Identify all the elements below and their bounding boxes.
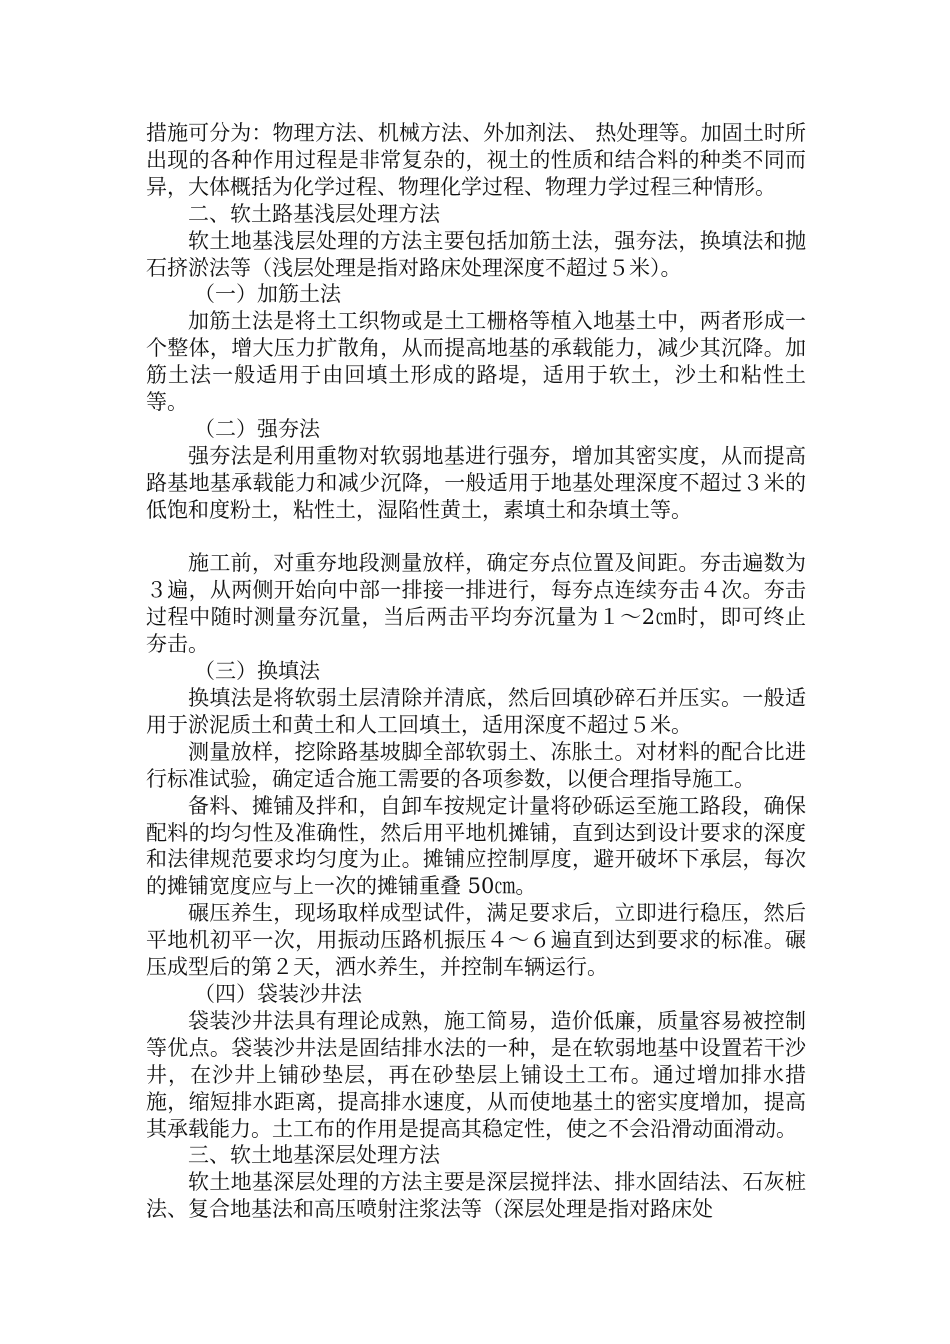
section-heading-shallow-treatment: 二、软土路基浅层处理方法 xyxy=(188,201,440,226)
document-page xyxy=(146,120,806,1223)
blank-line xyxy=(146,524,806,551)
subheading-replacement-fill: （三）换填法 xyxy=(194,659,320,684)
paragraph-material-spreading: 备料、摊铺及拌和，自卸车按规定计量将砂砾运至施工路段，确保配料的均匀性及准确性，然后用平地机摊铺，直到达到设计要求的深度和法律规范要求均匀度为止。摊铺应控制厚度，避开破坏下承层，每次的摊铺宽度应与上一次的摊铺重叠 50㎝。 xyxy=(146,793,806,899)
paragraph-rolling-curing: 碾压养生，现场取样成型试件，满足要求后，立即进行稳压，然后平地机初平一次，用振动压路机振压４～６遍直到达到要求的标准。碾压成型后的第２天，洒水养生，并控制车辆运行。 xyxy=(146,901,806,980)
paragraph-compaction-procedure: 施工前，对重夯地段测量放样，确定夯点位置及间距。夯击遍数为３遍，从两侧开始向中部一排接一排进行，每夯点连续夯击４次。夯击过程中随时测量夯沉量，当后两击平均夯沉量为１～2㎝时，即可终止夯击。 xyxy=(146,551,806,657)
paragraph-replacement-fill: 换填法是将软弱土层清除并清底，然后回填砂碎石并压实。一般适用于淤泥质土和黄土和人工回填土，适用深度不超过５米。 xyxy=(146,686,806,737)
paragraph-survey-staking: 测量放样，挖除路基坡脚全部软弱土、冻胀土。对材料的配合比进行标准试验，确定适合施工需要的各项参数，以便合理指导施工。 xyxy=(146,739,806,791)
paragraph-dynamic-compaction: 强夯法是利用重物对软弱地基进行强夯，增加其密实度，从而提高路基地基承载能力和减少沉降，一般适用于地基处理深度不超过３米的低饱和度粉土，粘性土，湿陷性黄土，素填土和杂填土等。 xyxy=(146,443,806,522)
paragraph-deep-treatment-methods: 软土地基深层处理的方法主要是深层搅拌法、排水固结法、石灰桩法、复合地基法和高压喷射注浆法等（深层处理是指对路床处 xyxy=(146,1170,806,1222)
subheading-reinforced-soil: （一）加筋土法 xyxy=(194,282,341,307)
paragraph-shallow-treatment-methods: 软土地基浅层处理的方法主要包括加筋土法，强夯法，换填法和抛石挤淤法等（浅层处理是指对路床处理深度不超过５米）。 xyxy=(146,228,806,280)
subheading-bagged-sand-well: （四）袋装沙井法 xyxy=(194,981,362,1006)
paragraph-soil-stabilization-intro: 措施可分为：物理方法、机械方法、外加剂法、 热处理等。加固土时所出现的各种作用过程是非常复杂的，视土的性质和结合料的种类不同而异，大体概括为化学过程、物理化学过程、物理力学过程三种情形。 xyxy=(146,121,806,199)
subheading-dynamic-compaction: （二）强夯法 xyxy=(194,416,320,441)
paragraph-bagged-sand-well: 袋装沙井法具有理论成熟，施工简易，造价低廉，质量容易被控制等优点。袋装沙井法是固结排水法的一种，是在软弱地基中设置若干沙井，在沙井上铺砂垫层，再在砂垫层上铺设土工布。通过增加排水措施，缩短排水距离，提高排水速度，从而使地基土的密实度增加，提高其承载能力。土工布的作用是提高其稳定性，使之不会沿滑动面滑动。 xyxy=(146,1008,806,1141)
paragraph-reinforced-soil: 加筋土法是将土工织物或是土工栅格等植入地基土中，两者形成一个整体，增大压力扩散角，从而提高地基的承载能力，减少其沉降。加筋土法一般适用于由回填土形成的路堤，适用于软土，沙土和粘性土等。 xyxy=(146,309,806,415)
section-heading-deep-treatment: 三、软土地基深层处理方法 xyxy=(188,1143,440,1168)
